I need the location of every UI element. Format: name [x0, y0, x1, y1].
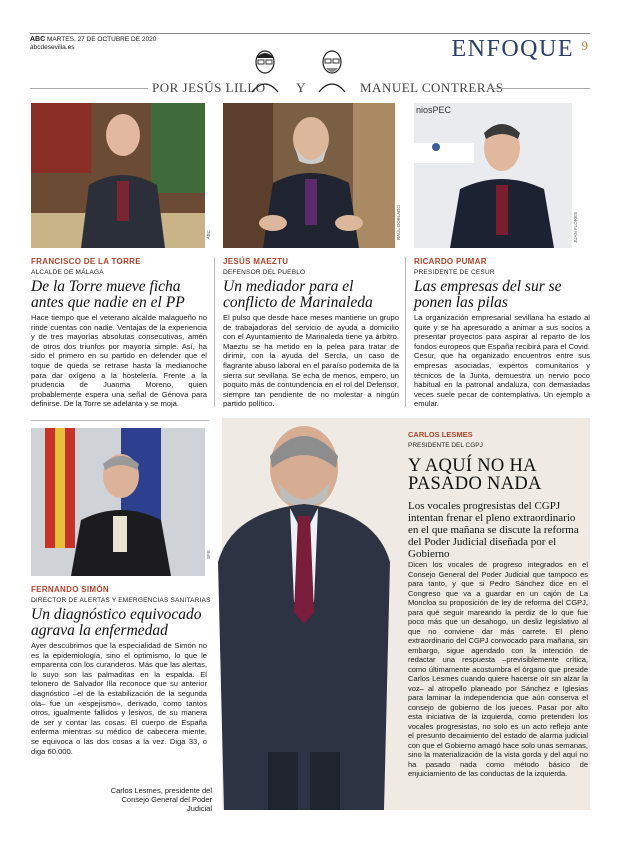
byline-rule-right	[492, 88, 590, 89]
item-3-headline: Las empresas del sur se ponen las pilas	[414, 278, 562, 311]
item-3-body: La organización empresarial sevillana ha estado al quite y se ha apresurado a animar a sus socios a presentar proyectos para aspirar al reparto de los fondos europeos que España recibirá para el Covid. Cesur, que ha organizado encuentros entre sus empresas asociadas, expertos comunitarios y técnicos de la Junta, demuestra un nervio poco habitual en la patronal andaluza, con demasiadas veces suele pecar de contemplativa. Un ejemplo a emular.	[414, 313, 590, 409]
item-3-role: PRESIDENTE DE CESUR	[414, 269, 495, 276]
feature-role: PRESIDENTE DEL CGPJ	[408, 442, 483, 449]
section-title: ENFOQUE	[451, 36, 574, 62]
column-divider-2	[405, 257, 406, 407]
author-sketch-2	[315, 46, 349, 94]
feature-headline	[408, 457, 542, 493]
item-1-role: ALCALDE DE MÁLAGA	[31, 269, 104, 276]
item-4-headline: Un diagnóstico equivocado agrava la enfermedad	[31, 606, 202, 639]
photo-pumar	[414, 103, 572, 248]
header-rule	[30, 33, 590, 34]
photo-de-la-torre	[31, 103, 205, 248]
credit-2: RAÚL DOBLADO	[396, 205, 401, 241]
brand-label: ABC	[30, 36, 46, 43]
feature-body: Dicen los vocales de progreso integrados en el Consejo General del Poder Judicial que tampoco es para tanto, y que si Pedro Sánchez dice en el Congreso que va a guardar en un cajón de La Moncloa su proposición de ley de reforma del CGPJ, para qué seguir mareando la perdiz de lo que fue poco más que un desahogo, un desliz legislativo al que no conviene dar más carrete. El pleno extraordinario del CGPJ convocado para mañana, sin embargo, sigue agendado con la intención de redactar una respuesta –previsiblemente crítica, como últimamente acostumbra el órgano que preside Carlos Lesmes cuando quiere hacerse oír sin alzar la voz– al atropello planeado por Sánchez e Iglesias para laminar la independencia que aún conserva el consejo de gobierno de los jueces. Pasar por alto esta iniciativa de la izquierda, como pretenden los vocales progresistas, no solo es un acto reflejo ante el presunto decaimiento del estado de alarma judicial con que el Gobierno amagó hace solo unas semanas, sino la materialización de la vista gorda y del aquí no ha pasado nada como método básico de enjuiciamiento de las conductas de la izquierda.	[408, 560, 588, 778]
photo-maeztu	[223, 103, 395, 248]
column-divider-1	[214, 257, 215, 407]
item-4-tag: FERNANDO SIMÓN	[31, 585, 109, 594]
item-2-role: DEFENSOR DEL PUEBLO	[223, 269, 306, 276]
byline-author-2: MANUEL CONTRERAS	[360, 80, 504, 95]
feature-headline-line-2: PASADO NADA	[408, 474, 542, 494]
item-4-role: DIRECTOR DE ALERTAS Y EMERGENCIAS SANITARIAS	[31, 597, 211, 604]
byline	[30, 78, 590, 96]
credit-3: JUAN FLORES	[573, 212, 578, 244]
row-divider	[31, 420, 209, 421]
author-sketch-1	[248, 46, 282, 94]
page-number: 9	[581, 38, 588, 53]
feature-headline-line-1: Y AQUÍ NO HA	[408, 456, 537, 476]
byline-conjunction: Y	[296, 80, 306, 95]
item-1-tag: FRANCISCO DE LA TORRE	[31, 257, 141, 266]
feature-caption: Carlos Lesmes, presidente del Consejo General del Poder Judicial	[110, 786, 212, 813]
masthead-info	[30, 36, 156, 52]
item-1-headline: De la Torre mueve ficha antes que nadie en el PP	[31, 278, 185, 311]
item-2-body: El pulso que desde hace meses mantiene un grupo de trabajadoras del servicio de ayuda a domicilio con el Ayuntamiento de Marinaleda tiene ya árbitro. Maeztu se ha metido en la pelea para tratar de dirimir, con la ayuda del Sercla, un caso de flagrante abuso laboral en el paraíso podemita de la sierra sur sevillana. Se echa de menos, empero, un poquito más de contundencia en el rol del Defensor, siempre tan pendiente de no molestar a ningún partido político.	[223, 313, 399, 409]
item-4-body: Ayer descubrimos que la especialidad de Simón no es la epidemiología, sino el optimismo, lo que le emparenta con los curanderos. Más que las alertas, lo suyo son las palmaditas en la espalda. El telonero de Salvador Illa reconoce que su anterior diagnóstico –el de la estabilización de la segunda ola– fue un «espejismo», derivado, como tantos otros, igualmente fallidos y lesivos, de su manera de ser y contar las cosas. El cuerpo de España enferma mientras su médico de cabecera miente, se equivoca o las dos cosas a la vez. Diga 33, o diga 60.000.	[31, 641, 207, 756]
credit-4: EFE	[206, 550, 211, 559]
photo-lesmes	[198, 412, 404, 810]
feature-tag: CARLOS LESMES	[408, 430, 473, 439]
date-label: MARTES, 27 DE OCTUBRE DE 2020	[46, 36, 157, 43]
credit-1: ABC	[206, 230, 211, 240]
photo-backdrop-text: niosPEC	[416, 105, 452, 115]
feature-subhead: Los vocales progresistas del CGPJ intentan frenar el pleno extraordinario en el que mañana se discute la reforma del Poder Judicial diseñada por el Gobierno	[408, 500, 579, 560]
item-3-tag: RICARDO PUMAR	[414, 257, 487, 266]
photo-simon	[31, 428, 205, 576]
item-1-body: Hace tiempo que el veterano alcalde malagueño no rinde cuentas con nadie. Ventajas de la experiencia y de tres mayorías absolutas consecutivas, amén de otros dos triunfos por mayoría simple. Así, ha sido el primero en su partido en defender que el toque de queda se retrase hasta la medianoche para dar oxígeno a la hostelería. Frente a la prudencia de Juanma Moreno, quien probablemente espera una señal de Génova para definirse. De la Torre se adelanta y se moja.	[31, 313, 207, 409]
site-label: abcdesevilla.es	[30, 44, 75, 51]
item-2-headline: Un mediador para el conflicto de Marinaleda	[223, 278, 373, 311]
byline-rule-left	[30, 88, 148, 89]
item-2-tag: JESÚS MAEZTU	[223, 257, 289, 266]
byline-author-1: POR JESÚS LILLO	[152, 80, 266, 95]
